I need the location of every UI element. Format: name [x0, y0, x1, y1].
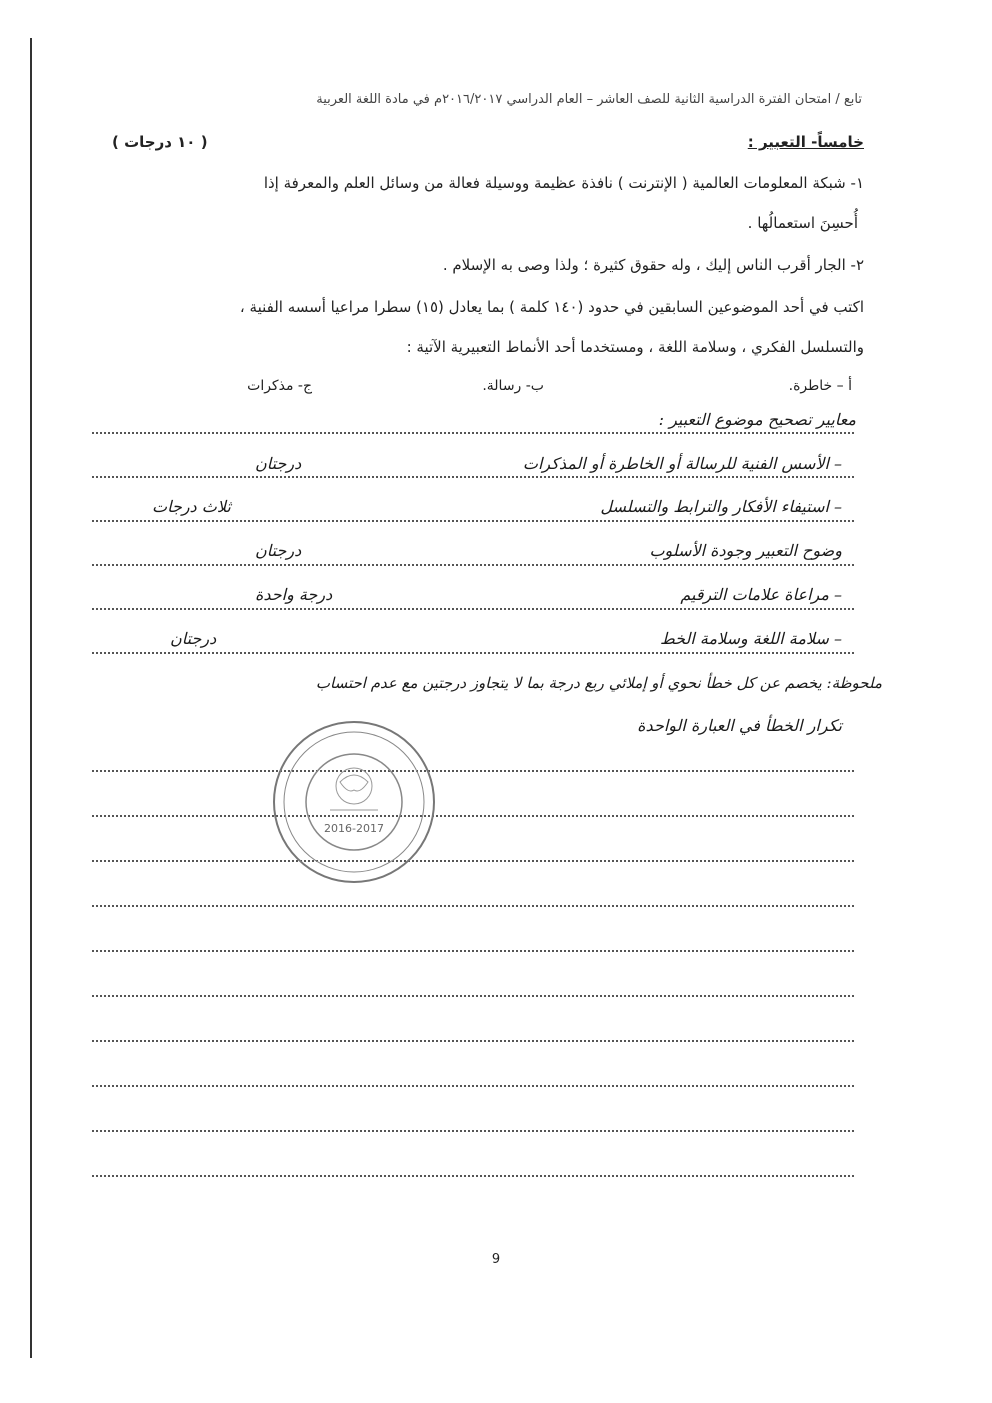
writing-line [92, 905, 854, 907]
form-option-a: أ – خاطرة. [788, 378, 852, 394]
writing-line [92, 432, 854, 434]
handwritten-note-line-2: تكرار الخطأ في العبارة الواحدة [637, 716, 842, 735]
stamp-years: 2016-2017 [324, 822, 384, 835]
section-title: خامساً- التعبير : [747, 133, 864, 151]
criterion-text: – سلامة اللغة وسلامة الخط [659, 629, 842, 648]
writing-line [92, 770, 854, 772]
criterion-text: وضوح التعبير وجودة الأسلوب [649, 541, 842, 560]
form-option-c: ج- مذكرات [247, 378, 312, 394]
writing-line [92, 476, 854, 478]
writing-line [92, 1175, 854, 1177]
writing-line [92, 608, 854, 610]
page-margin-line [30, 38, 32, 1358]
instruction-line-1: اكتب في أحد الموضوعين السابقين في حدود (١٤٠ كلمة ) بما يعادل (١٥) سطرا مراعيا أسسه الفنية ، [239, 298, 864, 316]
section-grade: ( ١٠ درجات ) [112, 133, 208, 151]
exam-header: تابع / امتحان الفترة الدراسية الثانية للصف العاشر – العام الدراسي ٢٠١٦/٢٠١٧م في مادة اللغة العربية [316, 92, 862, 107]
writing-line [92, 815, 854, 817]
instruction-line-2: والتسلسل الفكري ، وسلامة اللغة ، ومستخدما أحد الأنماط التعبيرية الآتية : [406, 338, 864, 356]
topic-1-line-2: أُحسِنَ استعمالُها . [747, 214, 858, 232]
page-number: 9 [491, 1252, 501, 1267]
criterion-score: درجتان [255, 541, 302, 560]
criterion-text: – الأسس الفنية للرسالة أو الخاطرة أو المذكرات [522, 454, 842, 473]
writing-line [92, 950, 854, 952]
writing-line [92, 520, 854, 522]
topic-1-line-1: ١- شبكة المعلومات العالمية ( الإنترنت ) نافذة عظيمة ووسيلة فعالة من وسائل العلم والمعرفة إذا [263, 174, 864, 192]
writing-line [92, 652, 854, 654]
form-option-b: ب- رسالة. [482, 378, 544, 394]
writing-line [92, 1040, 854, 1042]
criterion-text: – استيفاء الأفكار والترابط والتسلسل [600, 497, 842, 516]
writing-line [92, 1085, 854, 1087]
criterion-score: درجتان [255, 454, 302, 473]
handwritten-heading: معايير تصحيح موضوع التعبير : [658, 410, 856, 429]
official-stamp [270, 718, 438, 886]
criterion-score: درجتان [170, 629, 217, 648]
writing-line [92, 995, 854, 997]
criterion-text: – مراعاة علامات الترقيم [680, 585, 842, 604]
writing-line [92, 860, 854, 862]
writing-line [92, 1130, 854, 1132]
criterion-score: ثلاث درجات [152, 497, 231, 516]
criterion-score: درجة واحدة [255, 585, 333, 604]
handwritten-note-line-1: ملحوظة: يخصم عن كل خطأ نحوي أو إملائي ربع درجة بما لا يتجاوز درجتين مع عدم احتساب [315, 674, 882, 692]
writing-line [92, 564, 854, 566]
topic-2: ٢- الجار أقرب الناس إليك ، وله حقوق كثيرة ؛ ولذا وصى به الإسلام . [442, 256, 864, 274]
